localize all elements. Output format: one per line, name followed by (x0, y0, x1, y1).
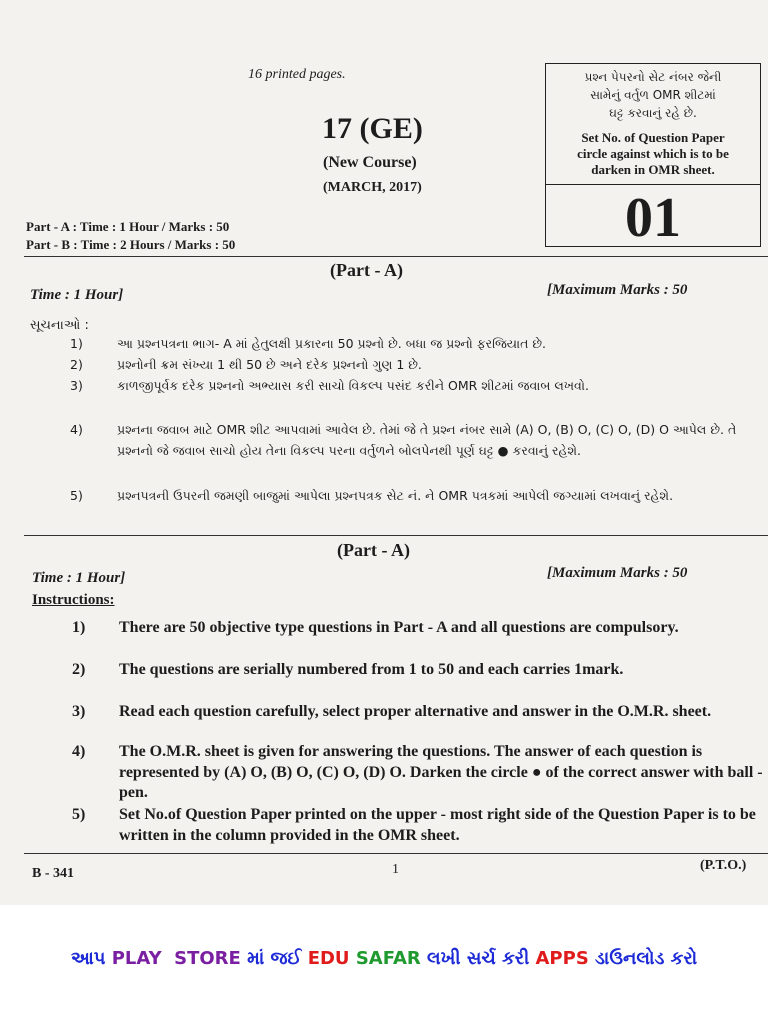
promo-text: APPS (535, 948, 596, 969)
set-box-divider (546, 184, 760, 185)
list-item (70, 485, 768, 529)
item-text: The questions are serially numbered from 1 to 50 and each carries 1mark. (119, 661, 624, 678)
item-number: 3) (72, 703, 86, 720)
item-text: કાળજીપૂર્વક દરેક પ્રશ્નનો અભ્યાસ કરી સાચો વિકલ્પ પસંદ કરીને OMR શીટમાં જવાબ લખવો. (117, 378, 589, 393)
item-text: The O.M.R. sheet is given for answering the questions. The answer of each question is represented by (A) O, (B) O, (C) O, (D) O. Darken the circle ● of the correct answer with ball - pen. (119, 743, 763, 801)
part-b-timing: Part - B : Time : 2 Hours / Marks : 50 (26, 237, 236, 252)
item-number: 4) (72, 743, 86, 760)
promo-text: ડાઉનલોડ કરો (595, 948, 698, 969)
item-number: 5) (72, 806, 86, 823)
exam-date: (MARCH, 2017) (323, 180, 422, 195)
item-number: 5) (70, 488, 83, 503)
promo-text: SAFAR (355, 948, 427, 969)
list-item (70, 375, 768, 419)
item-text: Set No.of Question Paper printed on the upper - most right side of the Question Paper is to be written in the column provided in the OMR sheet. (119, 806, 756, 844)
item-number: 2) (70, 357, 83, 372)
gujarati-section-title: (Part - A) (330, 260, 403, 280)
list-item (70, 333, 768, 354)
promo-text: PLAY STORE (111, 948, 248, 969)
item-number: 3) (70, 378, 83, 393)
pto-label: (P.T.O.) (700, 858, 747, 873)
promo-banner (0, 948, 768, 969)
page-number: 1 (392, 862, 399, 877)
gujarati-section-max-marks: [Maximum Marks : 50 (547, 282, 688, 298)
part-a-timing: Part - A : Time : 1 Hour / Marks : 50 (26, 219, 230, 234)
gujarati-instructions-list (70, 333, 768, 529)
set-number-box (545, 63, 761, 247)
english-section-max-marks: [Maximum Marks : 50 (547, 565, 688, 581)
item-text: પ્રશ્નપત્રની ઉપરની જમણી બાજુમાં આપેલા પ્રશ્નપત્રક સેટ નં. ને OMR પત્રકમાં આપેલી જગ્યામાં લખવાનું રહેશે. (117, 488, 674, 503)
english-instructions-list (72, 618, 768, 868)
set-box-english-line: darken in OMR sheet. (591, 162, 715, 177)
list-item (72, 702, 768, 742)
item-number: 1) (70, 336, 83, 351)
english-section-time: Time : 1 Hour] (32, 570, 126, 586)
course-label: (New Course) (323, 154, 417, 171)
item-number: 2) (72, 661, 86, 678)
section-divider (24, 535, 768, 536)
list-item (72, 618, 768, 660)
item-text: પ્રશ્નોની ક્રમ સંખ્યા 1 થી 50 છે અને દરેક પ્રશ્નનો ગુણ 1 છે. (117, 357, 422, 372)
item-number: 1) (72, 619, 86, 636)
item-text: There are 50 objective type questions in Part - A and all questions are compulsory. (119, 619, 679, 636)
promo-text: માં જઈ (247, 948, 308, 969)
set-box-english-line: Set No. of Question Paper (581, 130, 725, 145)
list-item (72, 805, 768, 868)
promo-text: આપ (70, 948, 112, 969)
list-item (72, 742, 768, 805)
list-item (70, 419, 768, 485)
section-divider (24, 256, 768, 257)
english-instructions-heading: Instructions: (32, 592, 115, 608)
promo-text: લખી સર્ચ કરી (427, 948, 536, 969)
set-box-english-line: circle against which is to be (577, 146, 729, 161)
set-number: 01 (625, 187, 681, 249)
footer-divider (24, 853, 768, 854)
item-text: આ પ્રશ્નપત્રના ભાગ- A માં હેતુલક્ષી પ્રકારના 50 પ્રશ્નો છે. બધા જ પ્રશ્નો ફરજિયાત છે. (117, 336, 546, 351)
set-box-english-text (546, 130, 760, 178)
promo-text: EDU (307, 948, 356, 969)
paper-code: 17 (GE) (322, 112, 423, 145)
list-item (70, 354, 768, 375)
paper-reference-code: B - 341 (32, 866, 74, 881)
set-box-gujarati-line: સામેનું વર્તુળ OMR શીટમાં (590, 88, 716, 102)
item-text: Read each question carefully, select proper alternative and answer in the O.M.R. sheet. (119, 703, 712, 720)
english-section-title: (Part - A) (337, 540, 410, 560)
list-item (72, 660, 768, 702)
item-text: પ્રશ્નના જવાબ માટે OMR શીટ આપવામાં આવેલ છે. તેમાં જે તે પ્રશ્ન નંબર સામે (A) O, (B) O, (C) O, (D) O આપેલ છે. તે પ્રશ્નનો જે જવાબ સાચો હોય તેના વિકલ્પ પરના વર્તુળને બોલપેનથી પૂર્ણ ઘટ્ટ ● કરવાનું રહેશે. (117, 422, 737, 458)
set-box-gujarati-line: ઘટ્ટ કરવાનું રહે છે. (609, 106, 697, 120)
printed-pages-note: 16 printed pages. (248, 67, 346, 82)
set-box-gujarati-line: પ્રશ્ન પેપરનો સેટ નંબર જેની (584, 70, 722, 84)
set-box-gujarati-text (546, 68, 760, 122)
item-number: 4) (70, 422, 83, 437)
gujarati-section-time: Time : 1 Hour] (30, 287, 124, 303)
gujarati-instructions-heading: સૂચનાઓ : (30, 318, 89, 333)
